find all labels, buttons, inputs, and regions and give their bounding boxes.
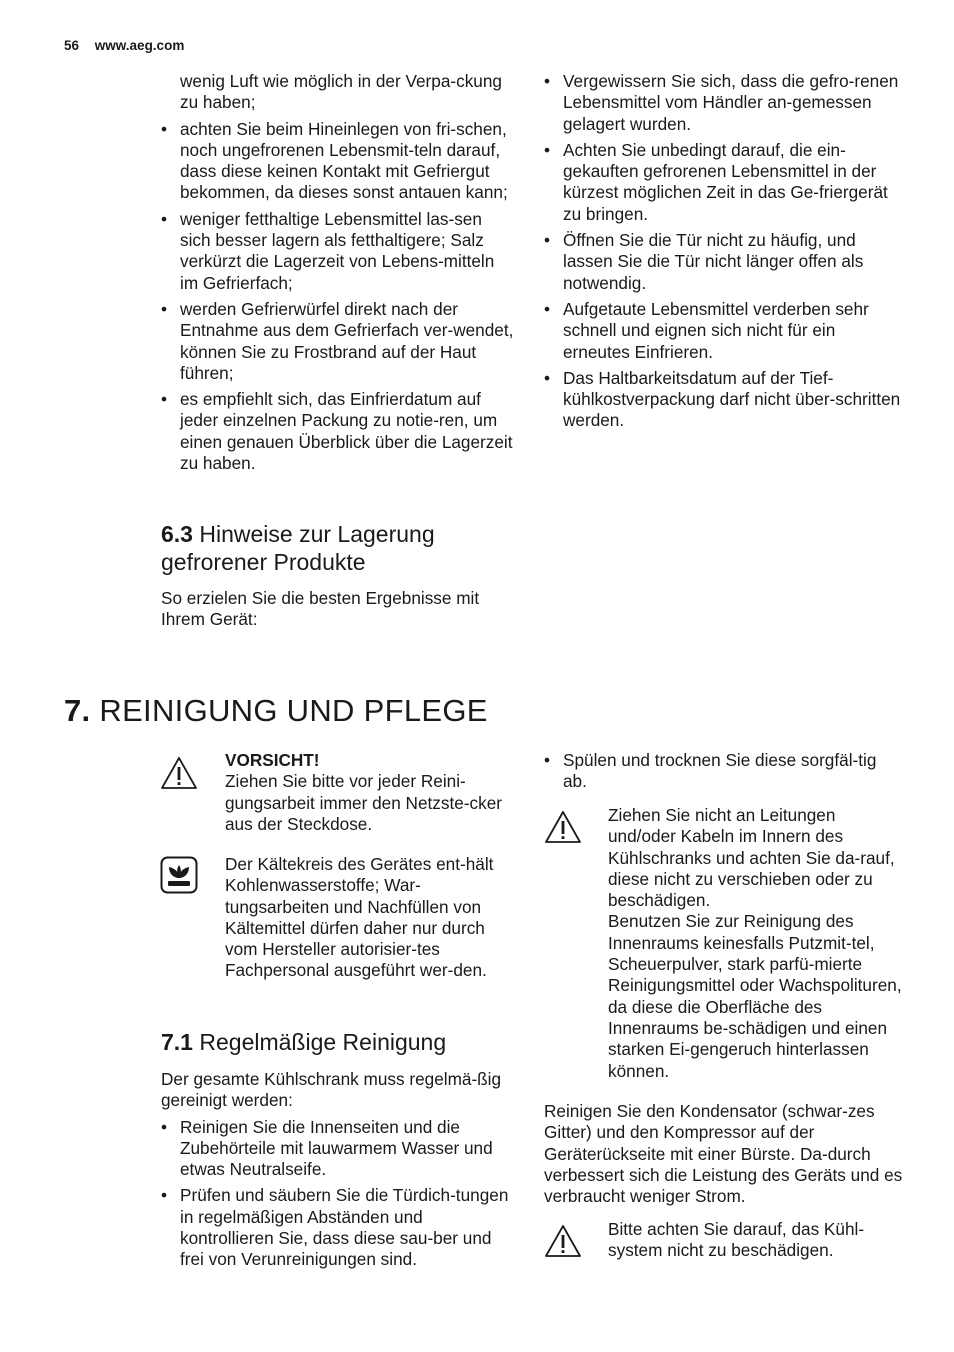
list-item: • achten Sie beim Hineinlegen von fri-schen, noch ungefrorenen Lebensmit-teln darauf, dass diese keinen Kontakt mit Gefriergut bekommen, da dieses sonst antauen kann; bbox=[161, 119, 516, 204]
bullet-list bbox=[161, 119, 516, 475]
chapter-heading bbox=[64, 692, 488, 730]
bullet-list bbox=[161, 1117, 516, 1271]
list-item: • Aufgetaute Lebensmittel verderben sehr schnell und eignen sich nicht für ein erneutes Einfrieren. bbox=[544, 299, 904, 363]
list-item: • weniger fetthaltige Lebensmittel las-sen sich besser lagern als fetthaltigere; Salz verkürzt die Lagerzeit von Lebens-mitteln im Gefrierfach; bbox=[161, 209, 516, 294]
section-6-3-intro: So erzielen Sie die besten Ergebnisse mit Ihrem Gerät: bbox=[161, 588, 480, 630]
warning-note-cleaning bbox=[608, 805, 903, 1082]
warning-triangle-icon bbox=[543, 808, 583, 848]
section-number: 6.3 bbox=[161, 521, 193, 547]
list-item: • Das Haltbarkeitsdatum auf der Tief-kühlkostverpackung darf nicht über-schritten werden. bbox=[544, 368, 904, 432]
page-number: 56 bbox=[64, 38, 80, 53]
list-item: • Achten Sie unbedingt darauf, die ein-gekauften gefrorenen Lebensmittel in der kürzest möglichen Zeit in das Ge-friergerät zu bringen. bbox=[544, 140, 904, 225]
website-url: www.aeg.com bbox=[94, 38, 185, 53]
section-title: Hinweise zur Lagerung gefrorener Produkte bbox=[161, 521, 435, 575]
caution-note bbox=[225, 750, 515, 835]
continuation-text: wenig Luft wie möglich in der Verpa-ckung zu haben; bbox=[180, 71, 502, 113]
recycling-plant-icon bbox=[160, 856, 200, 896]
section-6-3-heading bbox=[161, 520, 491, 576]
list-item: • es empfiehlt sich, das Einfrierdatum auf jeder einzelnen Packung zu notie-ren, um einen genauen Überblick über die Lagerzeit zu haben. bbox=[161, 389, 516, 474]
condenser-paragraph: Reinigen Sie den Kondensator (schwar-zes Gitter) und den Kompressor auf der Geräterückseite mit einer Bürste. Da-durch verbessert sich die Leistung des Geräts und es verbraucht weniger Strom. bbox=[544, 1101, 903, 1207]
left-top-list bbox=[161, 71, 516, 479]
section-number: 7.1 bbox=[161, 1029, 193, 1055]
warning-paragraph: Benutzen Sie zur Reinigung des Innenraums keinesfalls Putzmit-tel, Scheuerpulver, stark parfü-mierte Reinigungsmittel oder Wachspolituren, da diese die Oberfläche des Innenraums be-schädigen und einen starken Ei-gengeruch hinterlassen können. bbox=[608, 911, 902, 1081]
warning-note-cooling-system: Bitte achten Sie darauf, das Kühl-system nicht zu beschädigen. bbox=[608, 1219, 865, 1261]
list-item: • Öffnen Sie die Tür nicht zu häufig, und lassen Sie die Tür nicht länger offen als notwendig. bbox=[544, 230, 904, 294]
list-item: • Spülen und trocknen Sie diese sorgfäl-tig ab. bbox=[544, 750, 904, 793]
section-7-1-content bbox=[161, 1069, 516, 1276]
page-header bbox=[64, 38, 184, 53]
section-title: Regelmäßige Reinigung bbox=[199, 1029, 447, 1055]
right-top-list bbox=[544, 71, 904, 437]
warning-paragraph: Ziehen Sie nicht an Leitungen und/oder Kabeln im Innern des Kühlschranks und achten Sie da-rauf, diese nicht zu verschieben oder zu beschädigen. bbox=[608, 805, 895, 911]
list-item: • werden Gefrierwürfel direkt nach der Entnahme aus dem Gefrierfach ver-wendet, können Sie zu Frostbrand auf der Haut führen; bbox=[161, 299, 516, 384]
section-7-1-heading bbox=[161, 1028, 516, 1056]
bullet-list bbox=[544, 750, 904, 793]
section-intro: Der gesamte Kühlschrank muss regelmä-ßig gereinigt werden: bbox=[161, 1069, 502, 1111]
caution-label: VORSICHT! bbox=[225, 750, 320, 770]
environment-note: Der Kältekreis des Gerätes ent-hält Kohlenwasserstoffe; War-tungsarbeiten und Nachfüllen von Kältemittel dürfen daher nur durch vom Hersteller autorisier-tes Fachpersonal ausgeführt wer-den. bbox=[225, 854, 494, 981]
list-item: • Reinigen Sie die Innenseiten und die Zubehörteile mit lauwarmem Wasser und etwas Neutralseife. bbox=[161, 1117, 516, 1181]
chapter-title: REINIGUNG UND PFLEGE bbox=[99, 693, 488, 728]
list-item: • Vergewissern Sie sich, dass die gefro-renen Lebensmittel vom Händler an-gemessen gelagert wurden. bbox=[544, 71, 904, 135]
list-item: • Prüfen und säubern Sie die Türdich-tungen in regelmäßigen Abständen und kontrollieren Sie, dass diese sau-ber und frei von Verunreinigungen sind. bbox=[161, 1185, 516, 1270]
right-bottom-bullet bbox=[544, 750, 904, 798]
warning-triangle-icon bbox=[159, 754, 199, 794]
caution-text: Ziehen Sie bitte vor jeder Reini-gungsarbeit immer den Netzste-cker aus der Steckdose. bbox=[225, 771, 503, 834]
chapter-number: 7. bbox=[64, 693, 91, 728]
warning-triangle-icon bbox=[543, 1222, 583, 1262]
bullet-list bbox=[544, 71, 904, 432]
